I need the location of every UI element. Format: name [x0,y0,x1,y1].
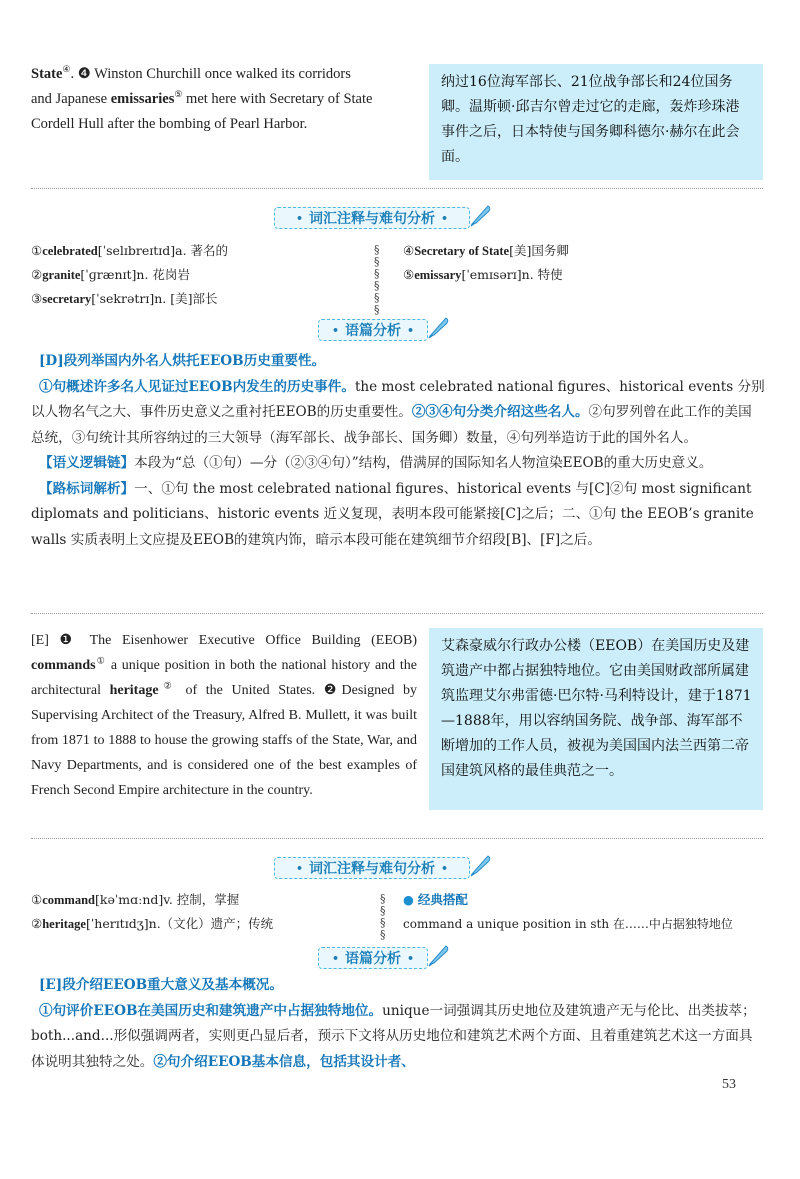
divider [31,613,763,614]
quill-pen-icon [426,314,452,340]
top-chinese-translation-box: 纳过16位海军部长、21位战争部长和24位国务卿。温斯顿·邱吉尔曾走过它的走廊，轰炸珍珠港事件之后，日本特使与国务卿科德尔·赫尔在此会面。 [429,64,763,180]
divider [31,838,763,839]
vocab-item: ④Secretary of State[美]国务卿 [403,243,569,258]
bullet-icon: ● [403,892,414,907]
quill-pen-icon [426,942,452,968]
vocab-item: ①celebrated[ˈselɪbreɪtɪd]a. 著名的 [31,243,229,258]
analysis-paragraph: ①句评价EEOB在美国历史和建筑遗产中占据独特地位。unique一词强调其历史地位及建筑遗产无与伦比、出类拔萃；both...and...形似强调两者，实则更凸显后者，预示下文将从历史地位和建筑艺术两个方面、且着重建筑艺术这一方面具体说明其独特之处。②句介绍EEOB基本信息，包括其设计者、 [31,1002,756,1070]
quill-pen-icon [468,852,494,878]
vocab-item: ②heritage[ˈherɪtɪdʒ]n.（文化）遗产；传统 [31,916,274,931]
analysis-heading: [D]段列举国内外名人烘托EEOB历史重要性。 [39,353,326,369]
page-number: 53 [722,1077,736,1092]
analysis-heading: [E]段介绍EEOB重大意义及基本概况。 [39,977,283,993]
wavy-divider: § § § § [380,892,386,941]
vocab-item: ③secretary[ˈsekrətrɪ]n. [美]部长 [31,291,218,306]
divider [31,188,763,189]
vocab-section-title: • 词汇注释与难句分析 • [274,857,470,879]
passage-e-chinese-translation-box: 艾森豪威尔行政办公楼（EEOB）在美国历史及建筑遗产中都占据独特地位。它由美国财政部所属建筑监理艾尔弗雷德·巴尔特·马利特设计，建于1871—1888年，用以容纳国务院、战争部、海军部不断增加的工作人员，被视为美国国内法兰西第二帝国建筑风格的最佳典范之一。 [429,628,763,810]
logic-chain-paragraph: 【语义逻辑链】本段为“总（①句）—分（②③④句）”结构，借满屏的国际知名人物渲染EEOB的重大历史意义。 [39,455,713,471]
quill-pen-icon [468,202,494,228]
vocab-item: ①command[kəˈmɑːnd]v. 控制，掌握 [31,892,240,907]
vocab-list-right [403,239,763,287]
passage-e-english: [E] ❶ The Eisenhower Executive Office Building (EEOB) commands① a unique position in both the national history and the architectural heritage② of the United States. ❷Designed by Supervising Architect of the Treasury, Alfred B. Mullett, it was built from 1871 to 1888 to house the growing staffs of the State, War, and Navy Departments, and is considered one of the best examples of French Second Empire architecture in the country. [31,633,417,798]
wavy-divider: § § § § § § [374,243,380,316]
analysis-d-block [31,349,765,553]
analysis-section-title: • 语篇分析 • [318,947,428,969]
vocab-list-left [31,239,371,311]
analysis-section-title: • 语篇分析 • [318,319,428,341]
vocab-section-title: • 词汇注释与难句分析 • [274,207,470,229]
vocab-item: ⑤emissary[ˈemɪsərɪ]n. 特使 [403,267,563,282]
vocab-item: ②granite[ˈɡrænɪt]n. 花岗岩 [31,267,190,282]
top-english-text: State④. ❹ Winston Churchill once walked its corridors and Japanese emissaries⑤ met here with Secretary of State Cordell Hull after the bombing of Pearl Harbor. [31,64,373,132]
analysis-e-block [31,973,765,1075]
collocation-block: ● 经典搭配 command a unique position in sth 在……中占据独特地位 [403,892,733,931]
analysis-paragraph: ①句概述许多名人见证过EEOB内发生的历史事件。the most celebrated national figures、historical events 分别以人物名气之大、事件历史意义之重衬托EEOB的历史重要性。②③④句分类介绍这些名人。②句罗列曾在此工作的美国总统，③句统计其所容纳过的三大领导（海军部长、战争部长、国务卿）数量，④句列举造访于此的国外名人。 [31,378,765,446]
vocab-list-left [31,888,371,936]
signpost-paragraph: 【路标词解析】一、①句 the most celebrated national figures、historical events 与[C]②句 most significant diplomats and politicians、historic events 近义复现，表明本段可能紧接[C]之后；二、①句 the EEOB’s granite walls 实质表明上文应提及EEOB的建筑内饰，暗示本段可能在建筑细节介绍段[B]、[F]之后。 [31,480,754,548]
